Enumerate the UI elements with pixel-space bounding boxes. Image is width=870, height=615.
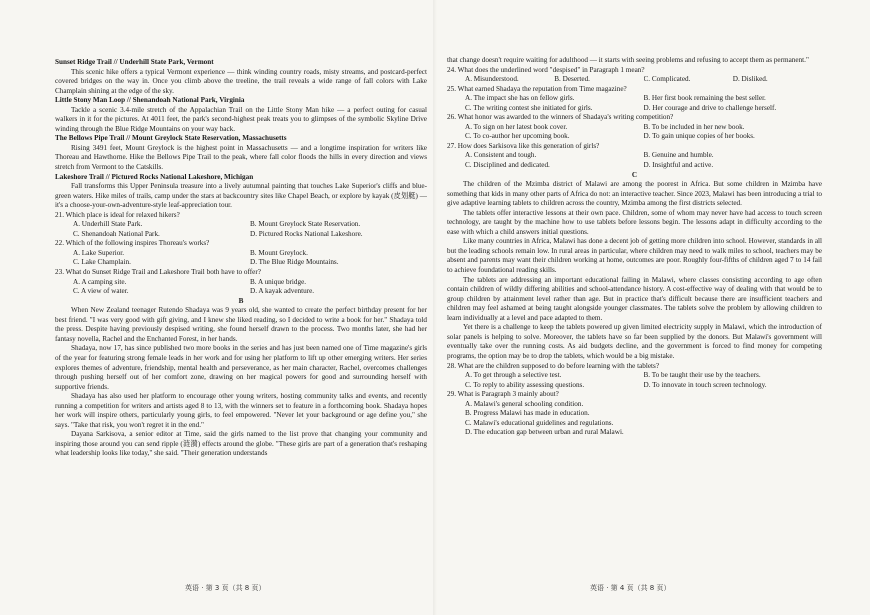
option-a: A. A camping site.: [73, 277, 127, 286]
option-a: A. Lake Superior.: [73, 248, 125, 257]
option-d: D. To innovate in touch screen technology.: [643, 380, 767, 389]
passage-c-paragraph: The tablets are addressing an important educational failing in Malawi, where classes consisting according to age often contain children of wildly differing abilities and school-attendance history. A cost-effective way of dealing with that would be to group children by attainment level rather than age. But in practice that's difficult because there are insufficient teachers and children may feel ashamed at being taught alongside younger classmates. The tablets solve the problem by allowing children to learn individually at a level and pace adapted to them.: [447, 275, 822, 322]
option-b: B. Mount Greylock State Reservation.: [250, 220, 361, 229]
option-d: D. Disliked.: [732, 75, 768, 84]
passage-b-paragraph: When New Zealand teenager Rutendo Shadaya was 9 years old, she wanted to create the perfect birthday present for her best friend. "I was very good with gift giving, and I knew she liked reading, so I decided to write a book for her." Shadaya told the press. Despite having previously despised writing, she found herself drawn to the process. Two months later, she had her fantasy novella, Rachel and the Enchanted Forest, in her hands.: [55, 306, 427, 343]
option-a: A. Malawi's general schooling condition.: [465, 399, 584, 408]
trail-text: This scenic hike offers a typical Vermont experience — think winding country roads, misty streams, and postcard-perfect covered bridges on the way in. Once you climb above the treeline, the trail reveals a wide range of fall colors with Lake Champlain shining at the edge of the sky.: [55, 67, 427, 95]
trail-text: Tackle a scenic 3.4-mile stretch of the Appalachian Trail on the Little Stony Man hike — a perfect outing for casual walkers in it for the pictures. At 4011 feet, the park's second-highest peak treats you to glimpses of the symbolic Skyline Drive winding through the Blue Ridge Mountains on your way back.: [55, 105, 427, 133]
option-c: C. Lake Champlain.: [73, 258, 131, 267]
passage-b-paragraph: Shadaya, now 17, has since published two more books in the series and has just been named one of Time magazine's girls of the year for featuring strong female leads in her work and for using her platform to lift up other emerging writers. Her series explores themes of adventure, friendship, mental health and perseverance, as her main character, Rachel, overcomes challenges through pushing herself out of her comfort zone, drawing on her magical powers for good and surrounding herself with supportive friends.: [55, 344, 427, 391]
option-a: A. To sign on her latest book cover.: [465, 122, 568, 131]
trail-heading: Lakeshore Trail // Pictured Rocks National Lakeshore, Michigan: [55, 172, 254, 181]
option-d: D. Pictured Rocks National Lakeshore.: [250, 229, 363, 238]
trail-heading: Little Stony Man Loop // Shenandoah National Park, Virginia: [55, 96, 245, 105]
options-22: [55, 249, 427, 268]
option-a: A. Misunderstood.: [465, 75, 519, 84]
page-footer: 英语 · 第 4 页（共 8 页）: [590, 584, 671, 592]
option-c: C. The writing contest she initiated for girls.: [465, 103, 593, 112]
option-d: D. Her courage and drive to challenge herself.: [643, 103, 777, 112]
options-21: [55, 220, 427, 239]
option-d: D. A kayak adventure.: [250, 287, 315, 296]
question-28: 28. What are the children supposed to do before learning with the tablets?: [447, 361, 660, 370]
option-a: A. Underhill State Park.: [73, 220, 143, 229]
option-d: D. Insightful and active.: [643, 161, 714, 170]
option-b: B. Deserted.: [554, 75, 590, 84]
options-29: [447, 400, 822, 438]
options-24: [447, 75, 822, 85]
option-a: A. Consistent and tough.: [465, 151, 537, 160]
trail-text: Fall transforms this Upper Peninsula treasure into a lively autumnal painting that touches Lake Superior's cliffs and blue-green waters. Hike miles of trails, camp under the stars at backcountry sites like Chapel Beach, or explore by kayak (皮划艇) — it's a choose-your-own-adventure-style leaf-appreciation tour.: [55, 182, 427, 210]
option-b: B. Progress Malawi has made in education.: [465, 409, 590, 418]
option-a: A. The impact she has on fellow girls.: [465, 94, 575, 103]
question-24: 24. What does the underlined word "despised" in Paragraph 1 mean?: [447, 65, 645, 74]
section-label-b: B: [238, 296, 244, 305]
option-c: C. Malawi's educational guidelines and regulations.: [465, 418, 614, 427]
passage-c-paragraph: Yet there is a challenge to keep the tablets powered up given limited electricity supply in Malawi, which the introduction of solar panels is helping to solve. Moreover, the tablets have so far been supplied by the donors. But Malawi's government will eventually take over the running costs. As aid budgets decline, and the government is forced to find money for competing programs, the option may be to drop the tablets, which would be a big mistake.: [447, 323, 822, 360]
right-page: [435, 0, 870, 615]
passage-c-paragraph: The children of the Mzimba district of Malawi are among the poorest in Africa. But some children in Mzimba have something that kids in many other parts of Africa do not: an interactive teacher. Since 2023, Malawi has been introducing a trial to give adaptive learning tablets to children across the country, Mzimba among the first districts selected.: [447, 180, 822, 208]
question-23: 23. What do Sunset Ridge Trail and Lakeshore Trail both have to offer?: [55, 268, 261, 277]
option-b: B. Genuine and humble.: [643, 151, 714, 160]
option-d: D. The Blue Ridge Mountains.: [250, 258, 339, 267]
option-c: C. Shenandoah National Park.: [73, 229, 160, 238]
trail-heading: Sunset Ridge Trail // Underhill State Park, Vermont: [55, 58, 214, 66]
option-b: B. To be taught their use by the teachers.: [643, 371, 761, 380]
options-27: [447, 151, 822, 170]
option-b: B. A unique bridge.: [250, 277, 307, 286]
option-b: B. Mount Greylock.: [250, 248, 308, 257]
question-21: 21. Which place is ideal for relaxed hikers?: [55, 210, 180, 219]
options-28: [447, 371, 822, 390]
page-footer: 英语 · 第 3 页（共 8 页）: [185, 584, 266, 592]
question-22: 22. Which of the following inspires Thoreau's works?: [55, 239, 210, 248]
option-c: C. A view of water.: [73, 287, 129, 296]
option-a: A. To get through a selective test.: [465, 371, 562, 380]
section-label-c: C: [631, 170, 638, 179]
passage-b-paragraph: Dayana Sarkisova, a senior editor at Time, said the girls named to the list prove that changing your community and inspiring those around you can send ripple (涟漪) effects around the globe. "These girls are part of a generation that's reshaping what leadership looks like today," she said. "Their generation understands: [55, 430, 427, 458]
option-b: B. To be included in her new book.: [643, 122, 745, 131]
passage-c-paragraph: Like many countries in Africa, Malawi has done a decent job of getting more children into school. However, standards in all but the leading schools remain low. In rural areas in particular, where children may need to walk miles to school, teachers may be absent and parents may want their children working at home, outcomes are poor. Roughly four-fifths of children aged 7 to 14 fail to achieve foundational reading skills.: [447, 237, 822, 275]
question-25: 25. What earned Shadaya the reputation from Time magazine?: [447, 84, 627, 93]
trail-heading: The Bellows Pipe Trail // Mount Greylock State Reservation, Massachusetts: [55, 134, 287, 143]
passage-b-paragraph: Shadaya has also used her platform to encourage other young writers, hosting community talks and events, and recently running a competition for writers and artists aged 8 to 13, with the winners set to feature in a forthcoming book. Shadaya hopes her work will inspire others, particularly young girls, to feel empowered. "Never let your background or age define you," she says. "Take that risk, you won't regret it in the end.": [55, 392, 427, 429]
question-27: 27. How does Sarkisova like this generation of girls?: [447, 141, 600, 150]
trail-text: Rising 3491 feet, Mount Greylock is the highest point in Massachusetts — and a longtime inspiration for writers like Thoreau and Hawthorne. Hike the Bellows Pipe Trail to the peak, where fall color floods the hills in every direction and views stretch from Vermont to the Catskills.: [55, 143, 427, 172]
right-column: [447, 56, 822, 558]
options-23: [55, 278, 427, 297]
option-d: D. To gain unique copies of her books.: [643, 132, 755, 141]
option-d: D. The education gap between urban and rural Malawi.: [465, 428, 624, 437]
options-26: [447, 123, 822, 142]
option-c: C. Complicated.: [643, 75, 691, 84]
passage-b-continuation: that change doesn't require waiting for adulthood — it starts with seeing problems and refusing to accept them as permanent.": [447, 56, 809, 64]
option-c: C. To co-author her upcoming book.: [465, 132, 570, 141]
option-c: C. To reply to ability assessing questions.: [465, 380, 585, 389]
option-b: B. Her first book remaining the best seller.: [643, 94, 766, 103]
question-29: 29. What is Paragraph 3 mainly about?: [447, 390, 559, 399]
options-25: [447, 94, 822, 113]
option-c: C. Disciplined and dedicated.: [465, 161, 550, 170]
passage-c-paragraph: The tablets offer interactive lessons at their own pace. Children, some of whom may never have had access to touch screen technology, are taught by the machine how to use tablets before lessons begin. The lessons adapt in difficulty according to the ease with which a child answers initial questions.: [447, 208, 822, 236]
question-26: 26. What honor was awarded to the winners of Shadaya's writing competition?: [447, 113, 674, 122]
left-column: [55, 58, 427, 558]
